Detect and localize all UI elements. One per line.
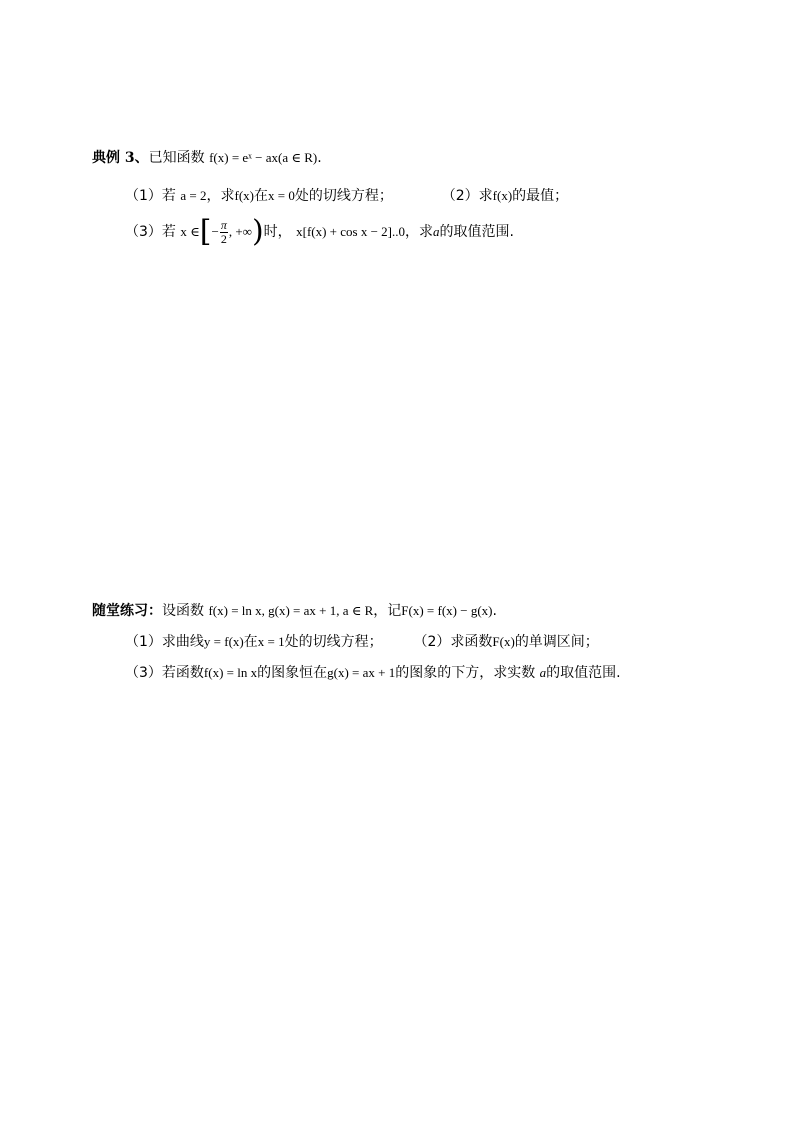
pq1-curve: y = f(x) xyxy=(203,634,244,649)
q3-label: （3）若 xyxy=(125,224,176,240)
q1-x0: x = 0 xyxy=(267,188,295,203)
practice-functions: f(x) = ln x, g(x) = ax + 1, a ∈ R xyxy=(208,603,374,618)
q3-infinity: , +∞ xyxy=(228,224,252,239)
q1-end: 处的切线方程； xyxy=(294,188,393,204)
pq3-end: 的取值范围. xyxy=(546,665,621,681)
q2-fx: f(x) xyxy=(492,188,513,203)
frac-denominator: 2 xyxy=(220,231,227,246)
pq3-f: f(x) = ln x xyxy=(203,665,258,680)
q3-minus: − xyxy=(211,224,219,239)
q2-end: 的最值； xyxy=(512,188,569,204)
example3-question-1-2 xyxy=(125,186,568,206)
example3-intro: 已知函数 xyxy=(148,150,205,166)
pq3-mid: 的图象恒在 xyxy=(257,665,328,681)
pq1-at: 在 xyxy=(243,634,258,650)
q1-mid: ，求 xyxy=(206,188,235,204)
pq3-label: （3）若函数 xyxy=(125,665,204,681)
pq2-label: （2）求函数 xyxy=(413,634,493,650)
pq2-Fx: F(x) xyxy=(492,634,515,649)
q3-inequality: x[f(x) + cos x − 2]..0 xyxy=(296,224,405,239)
q1-label: （1）若 xyxy=(125,188,176,204)
q1-condition: a = 2 xyxy=(180,188,207,203)
pq1-label: （1）求曲线 xyxy=(125,634,204,650)
q3-mid: ，求 xyxy=(405,224,433,240)
pq1-x1: x = 1 xyxy=(257,634,285,649)
practice-statement xyxy=(92,601,497,621)
pq1-end: 处的切线方程； xyxy=(284,634,383,650)
right-paren-icon: ) xyxy=(251,214,264,249)
practice-Fx: F(x) = f(x) − g(x) xyxy=(401,603,493,618)
pq3-g: g(x) = ax + 1 xyxy=(327,665,396,680)
q3-a: a xyxy=(433,224,440,239)
q3-when: 时， xyxy=(263,224,292,240)
q3-x-in: x ∈ xyxy=(180,224,200,239)
example3-heading: 典例 3、 xyxy=(92,150,149,166)
q1-at: 在 xyxy=(253,188,268,204)
example3-question-3 xyxy=(125,214,514,250)
example3-function: f(x) = eˣ − ax(a ∈ R) xyxy=(209,150,318,165)
example3-period: . xyxy=(317,150,322,166)
practice-heading: 随堂练习： xyxy=(92,603,162,619)
frac-numerator: π xyxy=(220,217,227,232)
pq3-a: a xyxy=(539,665,547,680)
example3-statement xyxy=(92,148,322,168)
q2-label: （2）求 xyxy=(441,188,493,204)
practice-question-3 xyxy=(125,663,621,683)
left-bracket-icon: [ xyxy=(199,214,212,249)
q1-fx: f(x) xyxy=(234,188,254,203)
pq3-mid2: 的图象的下方，求实数 xyxy=(395,665,536,681)
pi-over-2-fraction xyxy=(220,219,228,246)
pq2-end: 的单调区间； xyxy=(514,634,599,650)
practice-intro: 设函数 xyxy=(162,603,204,619)
practice-ji: ，记 xyxy=(373,603,402,619)
q3-end: 的取值范围. xyxy=(439,224,514,240)
practice-question-1-2 xyxy=(125,632,599,652)
practice-period: . xyxy=(492,603,497,619)
